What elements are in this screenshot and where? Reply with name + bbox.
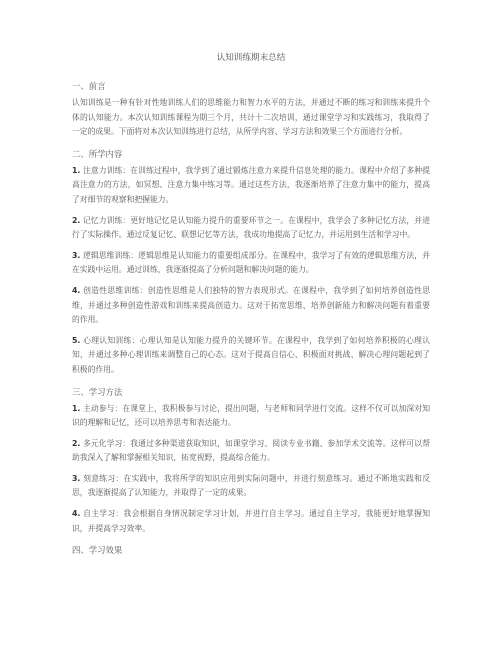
paragraph [72, 249, 430, 278]
item-number: 3. [72, 250, 81, 260]
section-1 [72, 80, 430, 140]
paragraph-text: 记忆力训练：更好地记忆是认知能力提升的重要环节之一。在课程中，我学会了多种记忆方法，并进行了实际操作。通过反复记忆、联想记忆等方法，我成功地提高了记忆力，并运用到生活和学习中。 [72, 215, 430, 240]
paragraph-text: 认知训练是一种有针对性地训练人们的思维能力和智力水平的方法，并通过不断的练习和训练来提升个体的认知能力。本次认知训练课程为期三个月，共计十二次培训，通过课堂学习和实践练习，我取得了一定的成果。下面将对本次认知训练进行总结，从所学内容、学习方法和效果三个方面进行分析。 [72, 98, 430, 137]
paragraph-text: 心理认知训练：心理认知是认知能力提升的关键环节。在课程中，我学到了如何培养积极的心理认知，并通过多种心理训练来调整自己的心态。这对于提高自信心、积极面对挑战、解决心理问题起到了积极的作用。 [72, 335, 430, 374]
paragraph-text: 刻意练习：在实践中，我将所学的知识应用到实际问题中，并进行刻意练习。通过不断地实践和反思，我逐渐提高了认知能力，并取得了一定的成果。 [72, 473, 430, 498]
paragraph [72, 472, 430, 501]
paragraph [72, 96, 430, 140]
section-heading: 二、所学内容 [72, 148, 123, 159]
paragraph-text: 自主学习：我会根据自身情况制定学习计划，并进行自主学习。通过自主学习，我能更好地掌握知识，并提高学习效率。 [72, 509, 430, 533]
paragraph [72, 214, 430, 243]
document-title: 认知训练期末总结 [216, 53, 286, 63]
paragraph [72, 507, 430, 536]
item-number: 4. [72, 285, 81, 295]
section-3 [72, 386, 430, 537]
paragraph-text: 多元化学习：我通过多种渠道获取知识，如课堂学习、阅读专业书籍、参加学术交流等。这样可以帮助我深入了解和掌握相关知识，拓宽视野，提高综合能力。 [72, 438, 430, 463]
document-body [72, 80, 430, 556]
paragraph [72, 284, 430, 328]
paragraph-text: 主动参与：在课堂上，我积极参与讨论，提出问题，与老师和同学进行交流。这样不仅可以加深对知识的理解和记忆，还可以培养思考和表达能力。 [72, 403, 430, 428]
item-number: 1. [72, 403, 81, 413]
section-2 [72, 148, 430, 378]
section-4 [72, 544, 430, 556]
item-number: 4. [72, 509, 81, 519]
paragraph [72, 402, 430, 431]
section-heading: 三、学习方法 [72, 386, 123, 397]
section-heading: 四、学习效果 [72, 545, 123, 556]
section-heading: 一、前言 [72, 81, 106, 91]
paragraph-text: 创造性思维训练：创造性思维是人们独特的智力表现形式。在课程中，我学到了如何培养创造性思维，并通过多种创造性游戏和训练来提高创造力。这对于拓宽思维、培养创新能力和解决问题有着重要的作用。 [72, 285, 430, 325]
item-number: 2. [72, 215, 81, 225]
paragraph-text: 逻辑思维训练：逻辑思维是认知能力的重要组成部分。在课程中，我学习了有效的逻辑思维方法，并在实践中运用。通过训练，我逐渐提高了分析问题和解决问题的能力。 [72, 250, 430, 275]
paragraph [72, 334, 430, 378]
item-number: 1. [72, 165, 81, 175]
paragraph-text: 注意力训练：在训练过程中，我学到了通过锻炼注意力来提升信息处理的能力。课程中介绍了多种提高注意力的方法，如冥想、注意力集中练习等。通过这些方法，我逐渐培养了注意力集中的能力，提高了对细节的观察和把握能力。 [72, 165, 430, 204]
paragraph [72, 164, 430, 208]
item-number: 3. [72, 473, 81, 483]
paragraph [72, 437, 430, 466]
item-number: 2. [72, 438, 81, 448]
item-number: 5. [72, 335, 81, 345]
